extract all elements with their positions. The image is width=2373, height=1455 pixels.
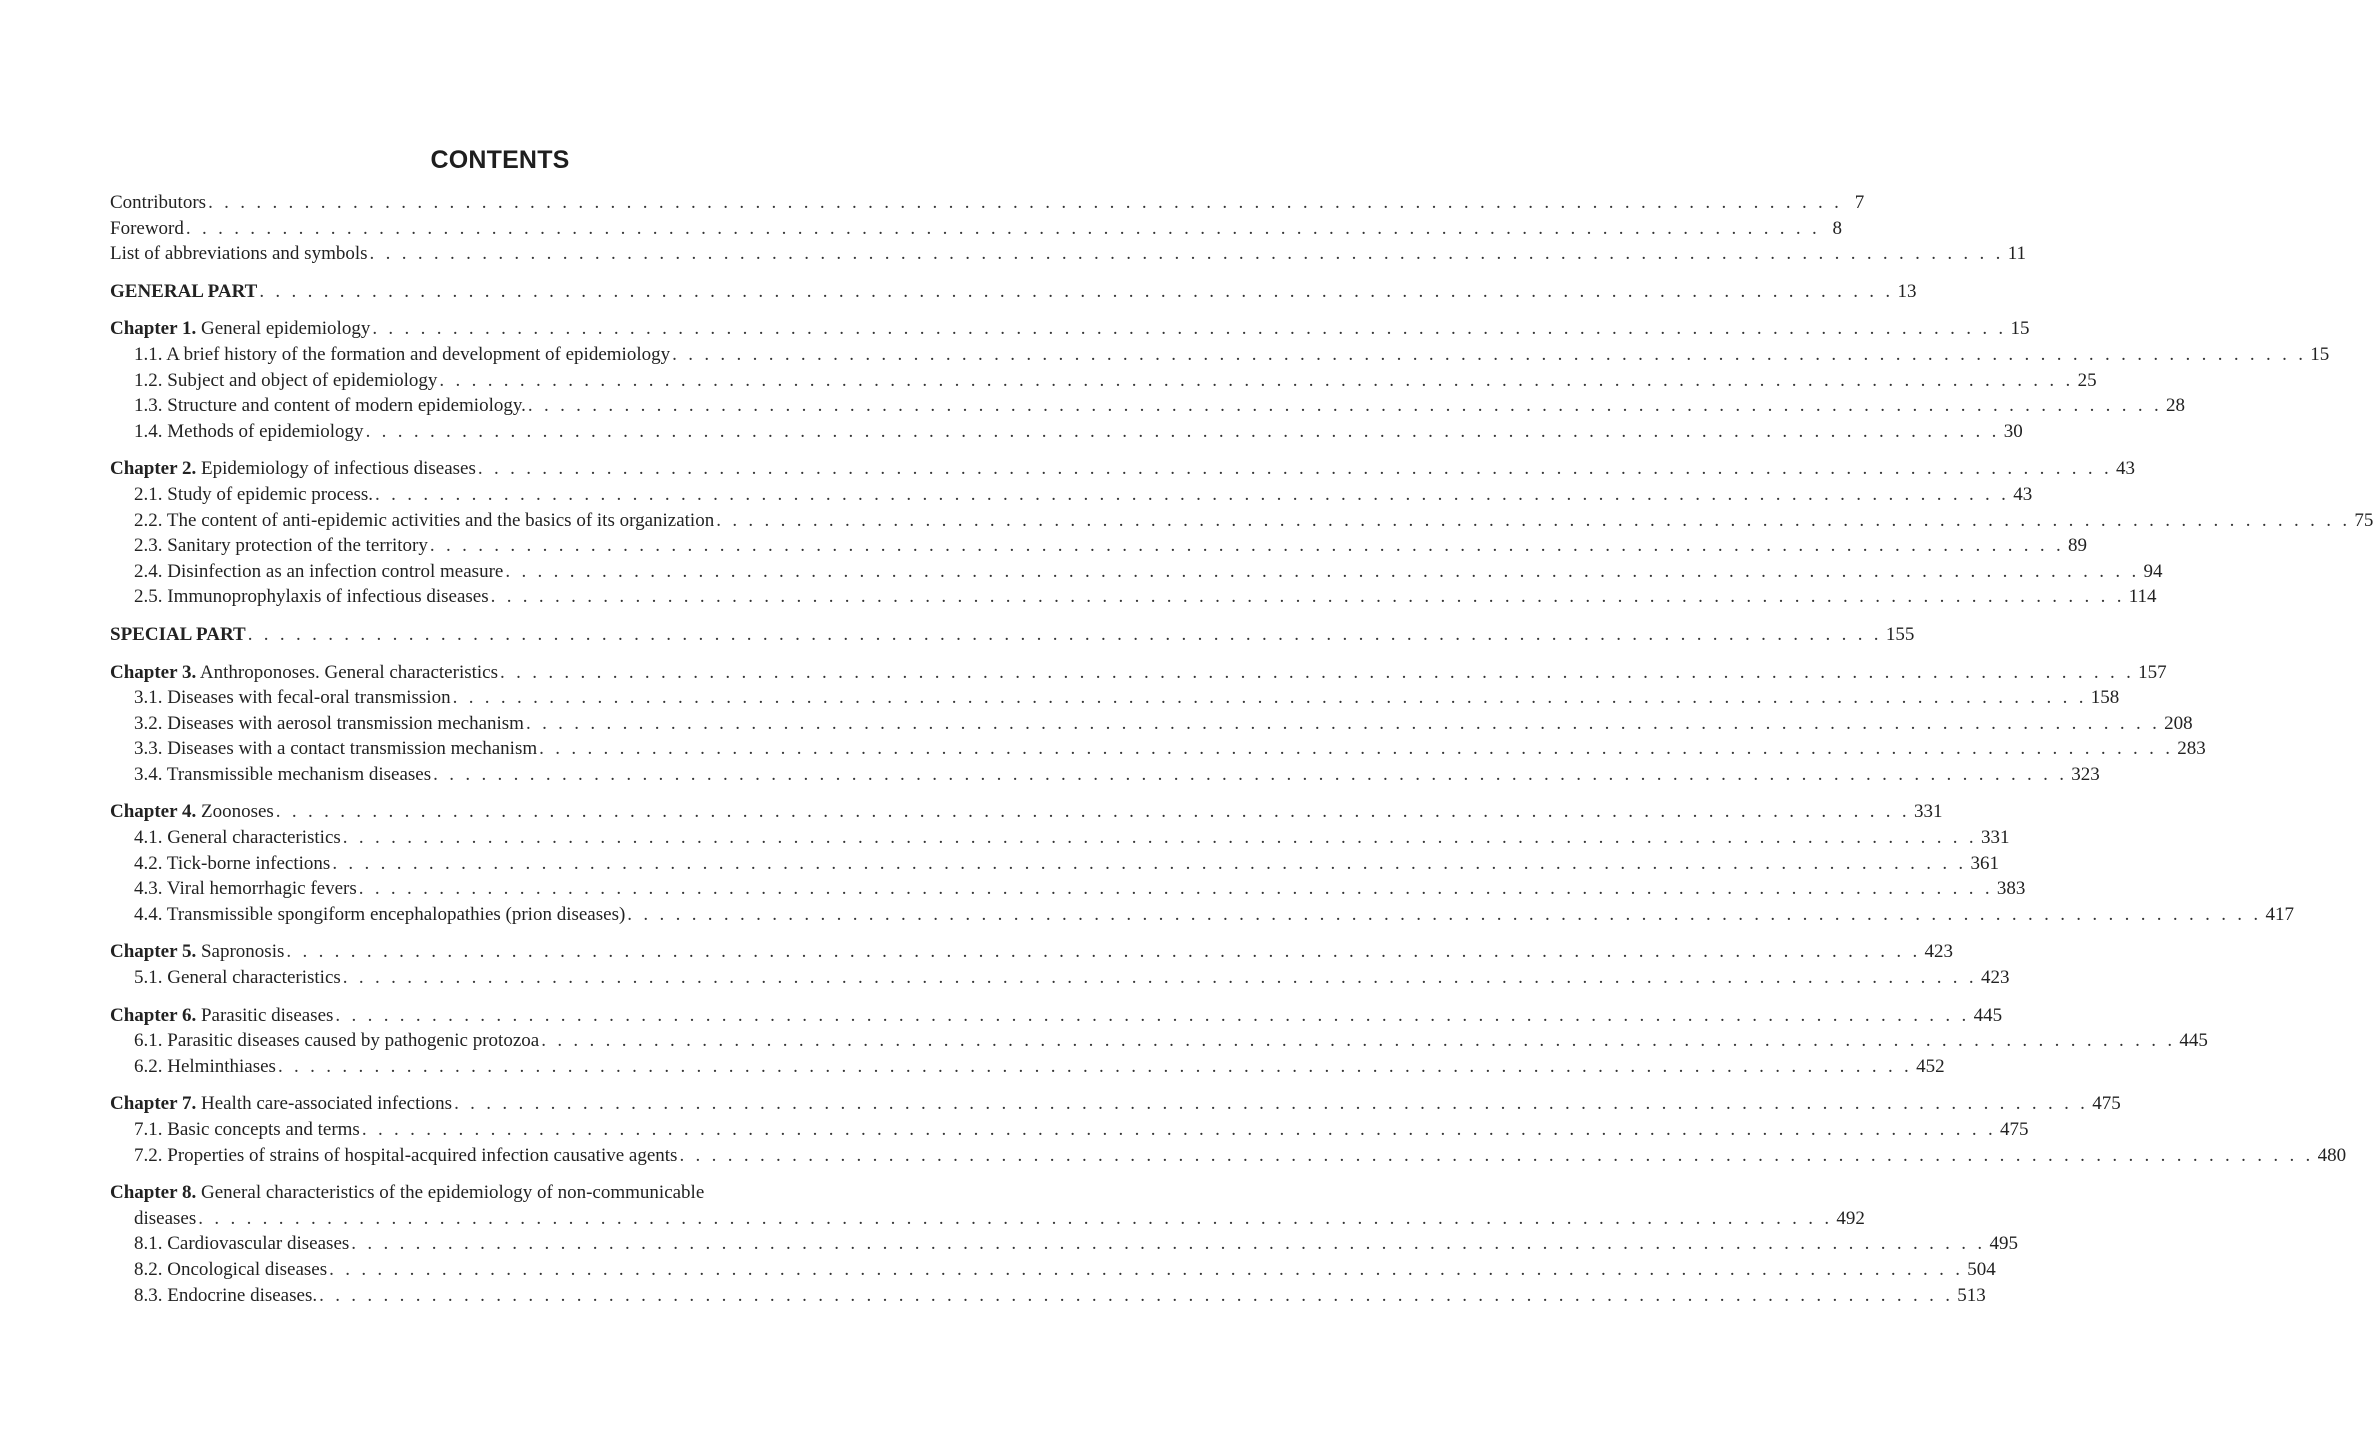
toc-entry-section[interactable] bbox=[110, 368, 2097, 394]
chapter-title: Sapronosis bbox=[200, 941, 285, 963]
toc-page-number: 513 bbox=[1957, 1284, 1986, 1306]
toc-entry-contributors[interactable] bbox=[110, 190, 1865, 216]
section-title: 1.3. Structure and content of modern epidemiology. bbox=[134, 395, 526, 417]
front-matter bbox=[110, 190, 2026, 267]
toc-page-number: 492 bbox=[1836, 1207, 1865, 1229]
chapter-title-continuation bbox=[110, 1206, 1865, 1232]
chapter-6 bbox=[110, 1003, 2208, 1080]
dot-leader: . . . . . . . . . . . . . . . . . . . . . . . . . . . . . . . . . . . . . . . . . . . . . . . . . . . . . . . . . . . . . . . . . . . . . . . . . . . . . . . . . . . . . . . . . . . . . . . . . . . . . . bbox=[329, 1258, 1964, 1280]
dot-leader: . . . . . . . . . . . . . . . . . . . . . . . . . . . . . . . . . . . . . . . . . . . . . . . . . . . . . . . . . . . . . . . . . . . . . . . . . . . . . . . . . . . . . . . . . . . . . . . . . . . . . . bbox=[525, 712, 2161, 734]
chapter-label: Chapter 8. bbox=[110, 1182, 197, 1204]
toc-entry-section[interactable] bbox=[110, 508, 2373, 534]
chapter-title: diseases bbox=[134, 1207, 197, 1229]
toc-entry-chapter[interactable] bbox=[110, 799, 1943, 825]
toc-page-number: 208 bbox=[2164, 712, 2193, 734]
toc-entry-section[interactable] bbox=[110, 1054, 1945, 1080]
dot-leader: . . . . . . . . . . . . . . . . . . . . . . . . . . . . . . . . . . . . . . . . . . . . . . . . . . . . . . . . . . . . . . . . . . . . . . . . . . . . . . . . . . . . . . . . . . . . . . . . . . . . . . bbox=[527, 395, 2163, 417]
chapter-7 bbox=[110, 1091, 2347, 1168]
dot-leader: . . . . . . . . . . . . . . . . . . . . . . . . . . . . . . . . . . . . . . . . . . . . . . . . . . . . . . . . . . . . . . . . . . . . . . . . . . . . . . . . . . . . . . . . . . . . . . . . . . . . . . bbox=[277, 1055, 1913, 1077]
toc-entry-section[interactable] bbox=[110, 736, 2206, 762]
section-title: 2.4. Disinfection as an infection control measure bbox=[134, 560, 504, 582]
section-title: 4.1. General characteristics bbox=[134, 827, 341, 849]
section-title: 1.1. A brief history of the formation and development of epidemiology bbox=[134, 343, 671, 365]
chapter-title: Parasitic diseases bbox=[200, 1004, 334, 1026]
toc-entry-section[interactable] bbox=[110, 825, 2010, 851]
toc-entry-text: Contributors bbox=[110, 192, 207, 213]
chapter-1 bbox=[110, 316, 2330, 444]
dot-leader: . . . . . . . . . . . . . . . . . . . . . . . . . . . . . . . . . . . . . . . . . . . . . . . . . . . . . . . . . . . . . . . . . . . . . . . . . . . . . . . . . . . . . . . . . . . . . . . . . . . . . . bbox=[375, 483, 2010, 505]
section-title: 4.4. Transmissible spongiform encephalopathies (prion diseases) bbox=[134, 903, 626, 925]
dot-leader: . . . . . . . . . . . . . . . . . . . . . . . . . . . . . . . . . . . . . . . . . . . . . . . . . . . . . . . . . . . . . . . . . . . . . . . . . . . . . . . . . . . . . . . . . . . . . . . . . . . . . . bbox=[259, 280, 1894, 302]
toc-entry-foreword[interactable] bbox=[110, 216, 1843, 242]
section-title: 7.2. Properties of strains of hospital-acquired infection causative agents bbox=[134, 1144, 678, 1166]
section-title: 6.2. Helminthiases bbox=[134, 1055, 276, 1077]
toc-entry-section[interactable] bbox=[110, 342, 2330, 368]
dot-leader: . . . . . . . . . . . . . . . . . . . . . . . . . . . . . . . . . . . . . . . . . . . . . . . . . . . . . . . . . . . . . . . . . . . . . . . . . . . . . . . . . . . . . . . . . . . . . . . . . . . . . . bbox=[365, 420, 2000, 442]
toc-entry-section[interactable] bbox=[110, 685, 2120, 711]
toc-page-number: 114 bbox=[2128, 586, 2157, 608]
toc-entry-section[interactable] bbox=[110, 876, 2026, 902]
toc-entry-section[interactable] bbox=[110, 762, 2100, 788]
dot-leader: . . . . . . . . . . . . . . . . . . . . . . . . . . . . . . . . . . . . . . . . . . . . . . . . . . . . . . . . . . . . . . . . . . . . . . . . . . . . . . . . . . . . . . . . . . . . . . . . . . . . . . bbox=[275, 801, 1910, 823]
toc-page-number: 7 bbox=[1854, 192, 1865, 213]
toc-entry-chapter[interactable] bbox=[110, 1091, 2121, 1117]
section-title: 4.2. Tick-borne infections bbox=[134, 852, 331, 874]
special-part bbox=[110, 622, 1915, 648]
dot-leader: . . . . . . . . . . . . . . . . . . . . . . . . . . . . . . . . . . . . . . . . . . . . . . . . . . . . . . . . . . . . . . . . . . . . . . . . . . . . . . . . . . . . . . . . . . . . . . . . . . . . . . bbox=[539, 738, 2174, 760]
chapter-label: Chapter 2. bbox=[110, 458, 197, 480]
toc-entry-special-part[interactable] bbox=[110, 622, 1915, 648]
toc-entry-section[interactable] bbox=[110, 711, 2193, 737]
section-title: 6.1. Parasitic diseases caused by pathogenic protozoa bbox=[134, 1030, 540, 1052]
toc-page-number: 15 bbox=[2010, 318, 2030, 340]
chapter-8 bbox=[110, 1180, 2018, 1308]
toc-entry-section[interactable] bbox=[110, 1117, 2029, 1143]
toc-page-number: 30 bbox=[2003, 420, 2023, 442]
toc-entry-text: List of abbreviations and symbols bbox=[110, 243, 368, 265]
chapter-3 bbox=[110, 660, 2206, 788]
chapter-5 bbox=[110, 939, 2010, 990]
dot-leader: . . . . . . . . . . . . . . . . . . . . . . . . . . . . . . . . . . . . . . . . . . . . . . . . . . . . . . . . . . . . . . . . . . . . . . . . . . . . . . . . . . . . . . . . . . . . . . . . . . . . . . bbox=[679, 1144, 2314, 1166]
dot-leader: . . . . . . . . . . . . . . . . . . . . . . . . . . . . . . . . . . . . . . . . . . . . . . . . . . . . . . . . . . . . . . . . . . . . . . . . . . . . . . . . . . . . . . . . . . . . . . . . . . . . . . bbox=[335, 1004, 1970, 1026]
toc-page-number: 28 bbox=[2166, 395, 2186, 417]
toc-page-number: 445 bbox=[2179, 1030, 2208, 1052]
dot-leader: . . . . . . . . . . . . . . . . . . . . . . . . . . . . . . . . . . . . . . . . . . . . . . . . . . . . . . . . . . . . . . . . . . . . . . . . . . . . . . . . . . . . . . . . . . . . . . . . . . . . . . bbox=[439, 369, 2074, 391]
dot-leader: . . . . . . . . . . . . . . . . . . . . . . . . . . . . . . . . . . . . . . . . . . . . . . . . . . . . . . . . . . . . . . . . . . . . . . . . . . . . . . . . . . . . . . . . . . . . . . . . . . . . . . bbox=[454, 1093, 2089, 1115]
dot-leader: . . . . . . . . . . . . . . . . . . . . . . . . . . . . . . . . . . . . . . . . . . . . . . . . . . . . . . . . . . . . . . . . . . . . . . . . . . . . . . . . . . . . . . . . . . . . . . . . . . . . . . bbox=[351, 1233, 1986, 1255]
dot-leader: . . . . . . . . . . . . . . . . . . . . . . . . . . . . . . . . . . . . . . . . . . . . . . . . . . . . . . . . . . . . . . . . . . . . . . . . . . . . . . . . . . . . . . . . . . . . . . . . . . . . . . bbox=[541, 1030, 2176, 1052]
toc-entry-section[interactable] bbox=[110, 1231, 2018, 1257]
toc-page-number: 157 bbox=[2138, 661, 2167, 683]
section-title: 3.4. Transmissible mechanism diseases bbox=[134, 763, 432, 785]
toc-page-number: 361 bbox=[1970, 852, 1999, 874]
dot-leader: . . . . . . . . . . . . . . . . . . . . . . . . . . . . . . . . . . . . . . . . . . . . . . . . . . . . . . . . . . . . . . . . . . . . . . . . . . . . . . . . . . . . . . . . . . . . . . . . . . . . . . bbox=[185, 217, 1821, 239]
toc-page-number: 283 bbox=[2177, 738, 2206, 760]
toc-page-number: 8 bbox=[1832, 217, 1843, 239]
page-title: CONTENTS bbox=[430, 146, 570, 174]
toc-entry-section[interactable] bbox=[110, 559, 2163, 585]
toc-page-number: 383 bbox=[1996, 878, 2026, 900]
chapter-title: General characteristics of the epidemiology of non-communicable bbox=[200, 1182, 705, 1204]
toc-entry-section[interactable] bbox=[110, 902, 2294, 928]
chapter-label: Chapter 1. bbox=[110, 318, 197, 340]
toc-entry-section[interactable] bbox=[110, 1257, 1996, 1283]
section-title: 1.2. Subject and object of epidemiology bbox=[134, 369, 438, 391]
dot-leader: . . . . . . . . . . . . . . . . . . . . . . . . . . . . . . . . . . . . . . . . . . . . . . . . . . . . . . . . . . . . . . . . . . . . . . . . . . . . . . . . . . . . . . . . . . . . . . . . . . . . . . bbox=[342, 967, 1977, 989]
toc-page-number: 331 bbox=[1980, 827, 2010, 849]
toc-page-number: 15 bbox=[2310, 343, 2330, 365]
dot-leader: . . . . . . . . . . . . . . . . . . . . . . . . . . . . . . . . . . . . . . . . . . . . . . . . . . . . . . . . . . . . . . . . . . . . . . . . . . . . . . . . . . . . . . . . . . . . . . . . . . . . . . bbox=[672, 343, 2307, 365]
toc-page-number: 445 bbox=[1973, 1004, 2003, 1026]
toc-entry-section[interactable] bbox=[110, 482, 2033, 508]
toc-page-number: 155 bbox=[1885, 623, 1915, 645]
toc-page-number: 94 bbox=[2143, 560, 2163, 582]
dot-leader: . . . . . . . . . . . . . . . . . . . . . . . . . . . . . . . . . . . . . . . . . . . . . . . . . . . . . . . . . . . . . . . . . . . . . . . . . . . . . . . . . . . . . . . . . . . . . . . . . . . . . . bbox=[452, 687, 2087, 709]
dot-leader: . . . . . . . . . . . . . . . . . . . . . . . . . . . . . . . . . . . . . . . . . . . . . . . . . . . . . . . . . . . . . . . . . . . . . . . . . . . . . . . . . . . . . . . . . . . . . . . . . . . . . . bbox=[477, 458, 2113, 480]
chapter-label: Chapter 5. bbox=[110, 941, 197, 963]
toc-page-number: 75 bbox=[2354, 509, 2373, 531]
toc-page-number: 475 bbox=[2092, 1093, 2121, 1115]
toc-entry-text: Foreword bbox=[110, 217, 184, 239]
general-part bbox=[110, 279, 1917, 305]
chapter-title: Zoonoses bbox=[200, 801, 274, 823]
dot-leader: . . . . . . . . . . . . . . . . . . . . . . . . . . . . . . . . . . . . . . . . . . . . . . . . . . . . . . . . . . . . . . . . . . . . . . . . . . . . . . . . . . . . . . . . . . . . . . . . . . . . . . bbox=[198, 1207, 1833, 1229]
toc-entry-chapter[interactable] bbox=[110, 1003, 2003, 1029]
section-title: 8.3. Endocrine diseases. bbox=[134, 1284, 318, 1306]
section-title: 8.2. Oncological diseases bbox=[134, 1258, 328, 1280]
section-title: 2.3. Sanitary protection of the territory bbox=[134, 535, 428, 557]
toc-entry-section[interactable] bbox=[110, 419, 2023, 445]
section-title: 8.1. Cardiovascular diseases bbox=[134, 1233, 350, 1255]
section-title: 3.3. Diseases with a contact transmission mechanism bbox=[134, 738, 538, 760]
chapter-title: Health care-associated infections bbox=[200, 1093, 453, 1115]
dot-leader: . . . . . . . . . . . . . . . . . . . . . . . . . . . . . . . . . . . . . . . . . . . . . . . . . . . . . . . . . . . . . . . . . . . . . . . . . . . . . . . . . . . . . . . . . . . . . . . . . . . . . . bbox=[332, 852, 1967, 874]
toc-entry-section[interactable] bbox=[110, 533, 2088, 559]
toc-page-number: 475 bbox=[2000, 1119, 2029, 1140]
toc-entry-chapter[interactable] bbox=[110, 316, 2030, 342]
toc-entry-chapter[interactable] bbox=[110, 939, 1954, 965]
chapter-label: Chapter 4. bbox=[110, 801, 197, 823]
chapter-title: Epidemiology of infectious diseases bbox=[200, 458, 476, 480]
dot-leader: . . . . . . . . . . . . . . . . . . . . . . . . . . . . . . . . . . . . . . . . . . . . . . . . . . . . . . . . . . . . . . . . . . . . . . . . . . . . . . . . . . . . . . . . . . . . . . . . . . . . . . bbox=[319, 1284, 1954, 1306]
toc-page-number: 158 bbox=[2090, 687, 2120, 709]
toc-entry-general-part[interactable] bbox=[110, 279, 1917, 305]
dot-leader: . . . . . . . . . . . . . . . . . . . . . . . . . . . . . . . . . . . . . . . . . . . . . . . . . . . . . . . . . . . . . . . . . . . . . . . . . . . . . . . . . . . . . . . . . . . . . . . . . . . . . . bbox=[369, 243, 2004, 265]
toc-page-number: 331 bbox=[1913, 801, 1943, 823]
toc-page-number: 495 bbox=[1989, 1233, 2018, 1255]
dot-leader: . . . . . . . . . . . . . . . . . . . . . . . . . . . . . . . . . . . . . . . . . . . . . . . . . . . . . . . . . . . . . . . . . . . . . . . . . . . . . . . . . . . . . . . . . . . . . . . . . . . . . . bbox=[500, 661, 2135, 683]
section-title: 4.3. Viral hemorrhagic fevers bbox=[134, 878, 357, 900]
toc-entry-chapter[interactable] bbox=[110, 660, 2167, 686]
dot-leader: . . . . . . . . . . . . . . . . . . . . . . . . . . . . . . . . . . . . . . . . . . . . . . . . . . . . . . . . . . . . . . . . . . . . . . . . . . . . . . . . . . . . . . . . . . . . . . . . . . . . . . bbox=[358, 878, 1993, 900]
dot-leader: . . . . . . . . . . . . . . . . . . . . . . . . . . . . . . . . . . . . . . . . . . . . . . . . . . . . . . . . . . . . . . . . . . . . . . . . . . . . . . . . . . . . . . . . . . . . . . . . . . . . . . bbox=[208, 192, 1843, 213]
dot-leader: . . . . . . . . . . . . . . . . . . . . . . . . . . . . . . . . . . . . . . . . . . . . . . . . . . . . . . . . . . . . . . . . . . . . . . . . . . . . . . . . . . . . . . . . . . . . . . . . . . . . . . bbox=[716, 509, 2351, 531]
toc-page-number: 323 bbox=[2071, 763, 2100, 785]
toc-entry-section[interactable] bbox=[110, 1283, 1986, 1309]
toc-entry-section[interactable] bbox=[110, 1028, 2208, 1054]
chapter-label: Chapter 3. bbox=[110, 661, 197, 683]
toc-page-number: 423 bbox=[1924, 941, 1954, 963]
section-title: 5.1. General characteristics bbox=[134, 967, 341, 989]
chapter-2 bbox=[110, 456, 2373, 610]
dot-leader: . . . . . . . . . . . . . . . . . . . . . . . . . . . . . . . . . . . . . . . . . . . . . . . . . . . . . . . . . . . . . . . . . . . . . . . . . . . . . . . . . . . . . . . . . . . . . . . . . . . . . . bbox=[361, 1119, 1996, 1140]
section-title: 7.1. Basic concepts and terms bbox=[134, 1119, 360, 1140]
toc-entry-chapter[interactable] bbox=[110, 456, 2136, 482]
toc-page-number: 11 bbox=[2007, 243, 2026, 265]
dot-leader: . . . . . . . . . . . . . . . . . . . . . . . . . . . . . . . . . . . . . . . . . . . . . . . . . . . . . . . . . . . . . . . . . . . . . . . . . . . . . . . . . . . . . . . . . . . . . . . . . . . . . . bbox=[490, 586, 2125, 608]
chapter-title: Anthroponoses. General characteristics bbox=[199, 661, 499, 683]
dot-leader: . . . . . . . . . . . . . . . . . . . . . . . . . . . . . . . . . . . . . . . . . . . . . . . . . . . . . . . . . . . . . . . . . . . . . . . . . . . . . . . . . . . . . . . . . . . . . . . . . . . . . . bbox=[433, 763, 2068, 785]
section-title: 2.1. Study of epidemic process. bbox=[134, 483, 374, 505]
toc-entry-section[interactable] bbox=[110, 584, 2157, 610]
section-title: 3.1. Diseases with fecal-oral transmission bbox=[134, 687, 451, 709]
toc-page-number: 480 bbox=[2317, 1144, 2347, 1166]
toc-page-number: 43 bbox=[2013, 483, 2033, 505]
toc-entry-chapter[interactable] bbox=[110, 1180, 1865, 1231]
toc-page-number: 43 bbox=[2116, 458, 2136, 480]
section-title: 1.4. Methods of epidemiology bbox=[134, 420, 364, 442]
chapter-label: Chapter 6. bbox=[110, 1004, 197, 1026]
table-of-contents bbox=[110, 190, 2373, 1308]
toc-entry-section[interactable] bbox=[110, 1143, 2347, 1169]
chapter-4 bbox=[110, 799, 2294, 927]
dot-leader: . . . . . . . . . . . . . . . . . . . . . . . . . . . . . . . . . . . . . . . . . . . . . . . . . . . . . . . . . . . . . . . . . . . . . . . . . . . . . . . . . . . . . . . . . . . . . . . . . . . . . . bbox=[372, 318, 2007, 340]
dot-leader: . . . . . . . . . . . . . . . . . . . . . . . . . . . . . . . . . . . . . . . . . . . . . . . . . . . . . . . . . . . . . . . . . . . . . . . . . . . . . . . . . . . . . . . . . . . . . . . . . . . . . . bbox=[247, 623, 1882, 645]
section-title: 2.2. The content of anti-epidemic activities and the basics of its organization bbox=[134, 509, 715, 531]
toc-entry-section[interactable] bbox=[110, 393, 2186, 419]
toc-page-number: 89 bbox=[2068, 535, 2088, 557]
dot-leader: . . . . . . . . . . . . . . . . . . . . . . . . . . . . . . . . . . . . . . . . . . . . . . . . . . . . . . . . . . . . . . . . . . . . . . . . . . . . . . . . . . . . . . . . . . . . . . . . . . . . . . bbox=[429, 535, 2065, 557]
toc-page-number: 25 bbox=[2077, 369, 2097, 391]
chapter-title: General epidemiology bbox=[200, 318, 371, 340]
toc-page-number: 13 bbox=[1897, 280, 1917, 302]
dot-leader: . . . . . . . . . . . . . . . . . . . . . . . . . . . . . . . . . . . . . . . . . . . . . . . . . . . . . . . . . . . . . . . . . . . . . . . . . . . . . . . . . . . . . . . . . . . . . . . . . . . . . . bbox=[286, 941, 1921, 963]
part-heading: GENERAL PART bbox=[110, 280, 258, 302]
section-title: 3.2. Diseases with aerosol transmission mechanism bbox=[134, 712, 524, 734]
toc-page-number: 504 bbox=[1967, 1258, 1996, 1280]
dot-leader: . . . . . . . . . . . . . . . . . . . . . . . . . . . . . . . . . . . . . . . . . . . . . . . . . . . . . . . . . . . . . . . . . . . . . . . . . . . . . . . . . . . . . . . . . . . . . . . . . . . . . . bbox=[342, 827, 1977, 849]
part-heading: SPECIAL PART bbox=[110, 623, 246, 645]
toc-entry-abbreviations[interactable] bbox=[110, 241, 2026, 267]
section-title: 2.5. Immunoprophylaxis of infectious diseases bbox=[134, 586, 489, 608]
toc-entry-section[interactable] bbox=[110, 965, 2010, 991]
toc-entry-section[interactable] bbox=[110, 851, 1999, 877]
dot-leader: . . . . . . . . . . . . . . . . . . . . . . . . . . . . . . . . . . . . . . . . . . . . . . . . . . . . . . . . . . . . . . . . . . . . . . . . . . . . . . . . . . . . . . . . . . . . . . . . . . . . . . bbox=[627, 903, 2262, 925]
dot-leader: . . . . . . . . . . . . . . . . . . . . . . . . . . . . . . . . . . . . . . . . . . . . . . . . . . . . . . . . . . . . . . . . . . . . . . . . . . . . . . . . . . . . . . . . . . . . . . . . . . . . . . bbox=[505, 560, 2140, 582]
toc-page-number: 423 bbox=[1980, 967, 2010, 989]
toc-page-number: 452 bbox=[1916, 1055, 1945, 1077]
chapter-label: Chapter 7. bbox=[110, 1093, 197, 1115]
toc-page-number: 417 bbox=[2265, 903, 2294, 925]
